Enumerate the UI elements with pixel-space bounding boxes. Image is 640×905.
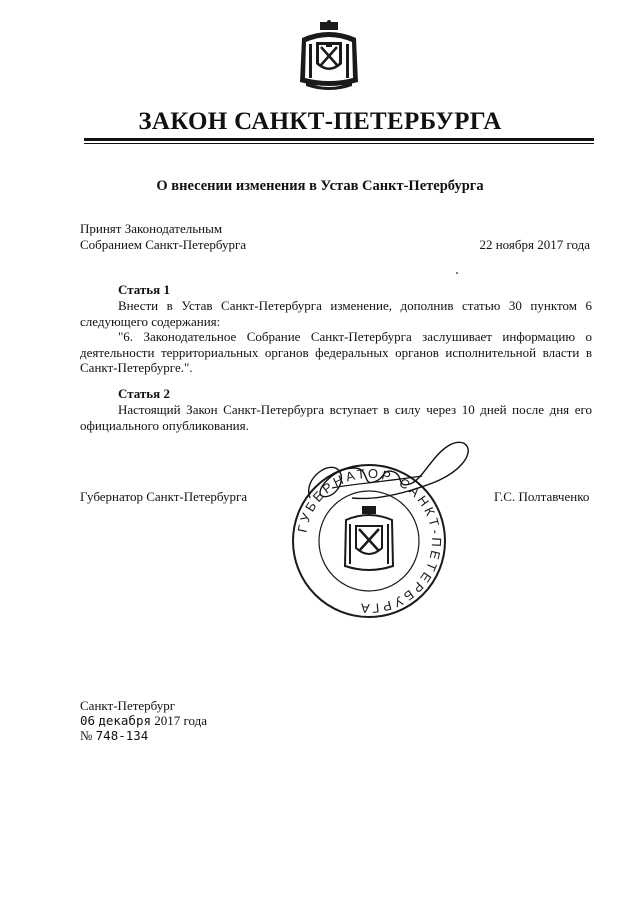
law-number-value: 748-134 (95, 728, 149, 743)
adoption-info (80, 221, 246, 253)
signing-date (80, 713, 207, 729)
article-1-paragraph-2: "6. Законодательное Собрание Санкт-Петербурга заслушивает информацию о деятельности территориальных органов федеральных органов исполнительной власти в Санкт-Петербурге.". (80, 329, 592, 375)
signing-year: 2017 года (154, 713, 208, 728)
article-2-heading: Статья 2 (118, 386, 170, 401)
seal-text: ГУБЕРНАТОР САНКТ-ПЕТЕРБУРГА (294, 465, 445, 617)
signing-place: Санкт-Петербург (80, 698, 176, 713)
signing-day: 06 (80, 713, 96, 728)
article-2-paragraph-1: Настоящий Закон Санкт-Петербурга вступает в силу через 10 дней после дня его официального опубликования. (80, 402, 592, 433)
law-subject: О внесении изменения в Устав Санкт-Петербурга (156, 178, 484, 194)
adoption-line-2: Собранием Санкт-Петербурга (80, 237, 247, 252)
scan-speck (456, 272, 458, 274)
law-number (80, 728, 148, 744)
governor-name: Г.С. Полтавченко (494, 489, 590, 504)
title-rule-thin (84, 143, 594, 144)
article-2-body (80, 402, 592, 433)
article-1-body (80, 298, 592, 376)
coat-of-arms-emblem (294, 20, 364, 92)
law-number-prefix: № (80, 728, 93, 743)
title-rule-thick (84, 138, 594, 141)
article-1-paragraph-1: Внести в Устав Санкт-Петербурга изменение, дополнив статью 30 пунктом 6 следующего содержания: (80, 298, 592, 329)
law-title: ЗАКОН САНКТ-ПЕТЕРБУРГА (138, 108, 502, 135)
adoption-date: 22 ноября 2017 года (479, 237, 590, 252)
signing-month: декабря (98, 713, 151, 728)
article-1-heading: Статья 1 (118, 282, 170, 297)
governor-signature (292, 438, 492, 528)
governor-title: Губернатор Санкт-Петербурга (80, 489, 248, 504)
adoption-line-1: Принят Законодательным (80, 221, 223, 236)
